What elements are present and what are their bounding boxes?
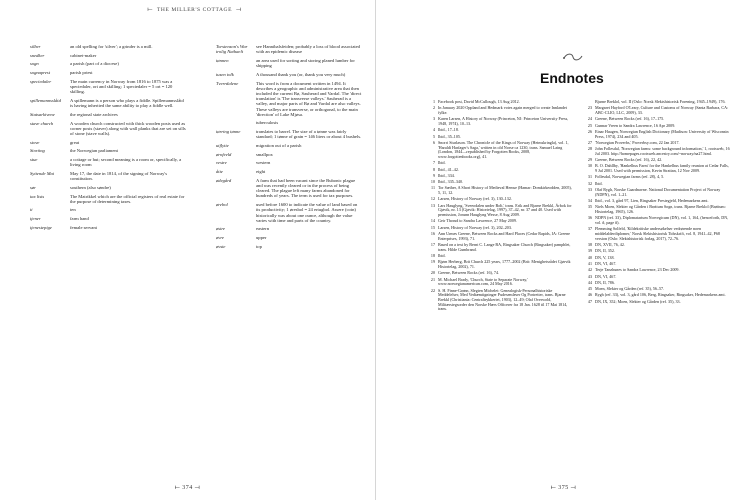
endnote-number: 46 [587, 292, 592, 298]
endnote [424, 226, 574, 231]
glossary-entry [216, 152, 362, 157]
glossary-definition: eight [256, 169, 266, 175]
folio-ornament-icon: ⟝ [174, 485, 181, 491]
endnote-text: Bjørn Herberg, Brit Church 225 years, 1777–2002 (Brit: Menighetsrådet Gjørvik Historielag, 2002), 71. [438, 259, 571, 270]
endnote-number: 21 [430, 276, 435, 282]
endnote [424, 180, 574, 185]
endnote [581, 100, 731, 105]
endnote-number: 24 [587, 116, 592, 122]
endnote-number: 18 [430, 253, 435, 259]
endnote-number: 45 [587, 286, 592, 292]
endnote [424, 106, 574, 115]
endnote-number: 19 [430, 259, 435, 265]
endnotes-column-1 [424, 100, 574, 314]
endnote-number: 34 [587, 198, 592, 204]
endnote-number: 39 [587, 248, 592, 254]
endnote-text: 'Norwegian Proverbs,' Proverbsy.com, 22 Jan 2017. [595, 139, 680, 145]
glossary-entry [30, 44, 188, 49]
glossary-term: ørnfeeld [216, 151, 232, 157]
endnote [581, 199, 731, 204]
endnote-text: Follesdal, Norwegian farms (ref. 28), 4, 5. [595, 174, 665, 180]
glossary-term: speciedaler [30, 78, 52, 84]
glossary-definition: used before 1600 to indicate the value of land based on its productivity; 1 øresbol = 24 ertugbol. Assere (coin) historically was about one ounce, although the value varies with time and parts of the country. [256, 202, 358, 223]
endnote [581, 124, 731, 129]
endnote [424, 197, 574, 202]
glossary-definition: see Hannibalsfeiden; probably a loss of blood associated with an epidemic disease [256, 44, 360, 55]
glossary-definition: cabinet-maker [70, 52, 97, 58]
endnote [581, 130, 731, 139]
endnote [581, 256, 731, 261]
endnote [424, 271, 574, 276]
glossary-term: tjener [30, 216, 41, 222]
endnote [581, 275, 731, 280]
endnote-number: 47 [587, 298, 592, 304]
endnote-number: 43 [587, 273, 592, 279]
glossary-term: Tverrdalene [216, 80, 239, 86]
glossary-definition: a cottage or hut; second meaning is a room or, specifically, a living room [70, 157, 182, 168]
glossary-entry [216, 169, 362, 174]
glossary-term: Torstenson's War trolig Nathaelt [216, 44, 248, 55]
endnote-text: Greene, Between Rocks (ref. 16), 74. [438, 270, 500, 276]
endnote-text: B. O. Dahllby, 'Hankelhus Farm' for the Hankelhus family reunion at Cedar Falls, 9 Jul 2001. Used with permission, Kevin Strattan, 12 Nov 2009. [595, 163, 729, 174]
endnote-number: 28 [587, 146, 592, 152]
folio-ornament-icon: ⟝ [550, 485, 557, 491]
endnote-text: Larsen, History of Norway (ref. 3), 130–132. [438, 196, 512, 202]
endnote-text: Based on a text by Bernt C. Lange BA, Ringsaker Church (Ringsaker) pamphlet, trans. Hilde Gumbrand. [438, 242, 571, 252]
running-head-ornament-right-icon: ⟞ [236, 7, 242, 13]
glossary-definition: the Norwegian parliament [70, 148, 118, 154]
glossary-entry [30, 171, 188, 181]
endnote [424, 204, 574, 218]
endnote-number: 1 [432, 99, 435, 104]
glossary-definition: translates to barrel. The size of a tønne was fairly standard; 1 tønne of grain = 146 liters or about 4 bushels. [256, 129, 362, 140]
glossary-definition: May 17, the date in 1814, of the signing of Norway's constitution. [70, 170, 168, 182]
endnote-text: NDPN (ref. 33), Diplomatarium Norvegicum (DN), vol. 1, 164, (henceforth, DN, vol. #, page #). [595, 215, 729, 226]
glossary-column-2 [216, 44, 362, 253]
endnote [581, 158, 731, 163]
endnote-text: Facebook post, David McCullough, 13 Aug 2012. [438, 99, 520, 104]
endnote-number: 23 [587, 105, 592, 111]
glossary-definition: A spillemann is a person who plays a fiddle. Spillemannsslåtd is having inherited the same ability to play a fiddle well. [70, 97, 184, 109]
glossary-definition: migration out of a parish [256, 143, 302, 149]
endnote-text: John Follesdal, 'Norwegian farms: some background information,' 1, rootsweb, 16 Jul 2003. http://homepages.rootsweb.ancestry.com/~norway/na27.html. [595, 146, 730, 156]
flourish-ornament-icon [562, 52, 584, 62]
endnote-text: In January 2020 Oppland and Hedmark votes again merged to create Innlandet fylke. [438, 105, 567, 115]
endnote-text: Geir Thorud to Sandra Lawrence, 27 May 2009. [438, 218, 517, 224]
glossary-entry [216, 120, 362, 125]
glossary-entry [30, 70, 188, 75]
glossary-term: tørring tønne [216, 129, 241, 135]
running-head-ornament-left-icon: ⟝ [147, 7, 153, 13]
endnote-number: 16 [430, 231, 435, 237]
endnote-number: 33 [587, 187, 592, 193]
glossary-definition: The main currency in Norway from 1816 to 1875 was a speciedaler, ort and skilling; 1 speciedaler = 5 ort = 120 skilling. [70, 78, 173, 95]
glossary-term: tjenestepige [30, 224, 52, 230]
endnote-number: 29 [587, 157, 592, 163]
folio-left [0, 485, 375, 492]
glossary-term: silber [30, 44, 41, 49]
endnote [424, 260, 574, 269]
endnote-number: 41 [587, 260, 592, 266]
endnote-text: Tor Sæther, A Short History of Medieval Hemse (Hamar: Domkirkeodden, 2005), 5, 11, 12. [438, 185, 572, 196]
endnote-number: 9 [432, 172, 435, 178]
endnote-text: Ibid. [438, 160, 446, 166]
glossary-term: vestre [216, 160, 227, 166]
glossary-entry [30, 79, 188, 95]
endnote-number: 12 [430, 196, 435, 202]
folio-ornament-icon: ⟞ [194, 485, 201, 491]
endnote-text: Terje Tanzhunes to Sandra Lawrence, 23 Dec 2009. [595, 267, 680, 273]
endnote-text: DN, XVII, 76, 42. [595, 242, 625, 248]
glossary-entry [216, 58, 362, 68]
endnote [581, 175, 731, 180]
glossary-entry [216, 129, 362, 139]
endnote-number: 5 [432, 133, 435, 139]
endnotes-title: Endnotes [540, 70, 604, 86]
endnote-number: 7 [432, 160, 435, 166]
glossary-entry [30, 225, 188, 230]
endnote-text: Margaret Hayford O'Leary, Culture and Customs of Norway (Santa Barbara, CA: ABC-CLIO, LLC, 2009), 33. [595, 105, 729, 115]
glossary-definition: A wooden church constructed with thick wooden posts used as corner posts (staver) along with wall planks that are set on sills of stone (stave walls). [70, 120, 186, 136]
endnote-number: 36 [587, 215, 592, 221]
endnote [581, 147, 731, 156]
endnote [581, 287, 731, 292]
endnote-number: 11 [431, 185, 435, 191]
endnote-text: Karen Larsen, A History of Norway (Princeton, NJ: Princeton University Press, 1948, 1974), 10–13. [438, 116, 569, 126]
glossary-term: åtte [216, 169, 223, 175]
glossary-definition: The Matrikkel which are the official registers of real estate for the purpose of determining taxes. [70, 193, 185, 204]
endnote [581, 188, 731, 197]
endnote-number: 27 [587, 139, 592, 145]
glossary-term: tusen tolk [216, 71, 234, 77]
glossary-entry [216, 178, 362, 199]
glossary-term: ti [30, 207, 33, 213]
glossary-entry [30, 112, 188, 117]
endnote [424, 232, 574, 241]
glossary-definition: southern (also søndre) [70, 184, 111, 190]
glossary-term: tønnen [216, 57, 229, 63]
glossary-term: sognaprest [30, 70, 50, 76]
endnote-number: 42 [587, 267, 592, 273]
endnote-text: Ibid., vol. 3, gård 97, Lien, Ringsaker Prestegjeld, Hedemarkens amt. [595, 198, 709, 204]
endnote-number: 32 [587, 180, 592, 186]
endnote-text: Rygh (ref. 33), vol. 3, gård 106, Berg, Ringsaker, Ringsaker, Hedemarkens amt. [595, 292, 726, 298]
glossary-entry [30, 53, 188, 58]
glossary-entry [216, 160, 362, 165]
endnote [424, 219, 574, 224]
glossary-term: tax lists [30, 193, 45, 199]
endnote-number: 3 [432, 116, 435, 122]
endnote-number: 25 [587, 122, 592, 128]
endnote-text: Larsen, History of Norway (ref. 3), 202–203. [438, 224, 512, 230]
endnote-text: S. H. Finne-Grønn, Slegten Michelet: Genealogisk-Personalhistoriske Meddelelser, Med Vedtæmtigninger Pudesemleser Og Portretter, trans. Bjarne Brekkl (Christiania: Centraltrykkeriet, 1903), 12–49; Olaf Overwold, Militærstegsorder den Norske Hærs Officerer fra 18 Jan. 1628 til 17 Mai 1814, trans. [438, 287, 568, 312]
glossary-column-1 [30, 44, 188, 234]
endnote [581, 227, 731, 241]
endnote-number: 17 [430, 242, 435, 248]
endnote-text: DN, II, 352. [595, 248, 615, 254]
endnote-text: Ibid., 41–42. [438, 166, 459, 172]
endnotes-column-2 [581, 100, 731, 306]
glossary-definition: an area used for sorting and storing planed lumber for shipping [256, 57, 355, 69]
endnote [581, 243, 731, 248]
endnote [581, 106, 731, 115]
glossary-definition: This word is from a document written in 1494. It describes a geographic and administrative area that then included the current Bø, Sauherad and Vardal. The 'direct translation' is 'The transverse valleys.' Sauherad is a valley, and major parts of Bø and Vardal are also valleys. These valleys are transverse, or orthogonal, to the main 'direction' of Lake Mjøsa. [256, 80, 362, 117]
endnote-number: 20 [430, 270, 435, 276]
glossary-term: Syttende Mai [30, 170, 55, 176]
glossary-term: Storting [30, 148, 45, 154]
glossary-definition: great [70, 139, 80, 145]
endnote-number: 14 [430, 218, 435, 224]
endnote-text: Ibid. [595, 180, 603, 186]
endnote [581, 164, 731, 173]
endnote-number: 31 [587, 174, 592, 180]
glossary-entry [216, 202, 362, 223]
glossary-definition: a parish (part of a diocese) [70, 61, 119, 67]
glossary-term: Statsarkivene [30, 111, 55, 117]
endnote [424, 186, 574, 195]
endnote-text: Ibid., 17–18. [438, 127, 459, 133]
endnote [424, 278, 574, 287]
running-head [30, 7, 359, 14]
glossary-entry [30, 98, 188, 108]
endnote-number: 38 [587, 242, 592, 248]
endnote [424, 174, 574, 179]
glossary-entry [30, 61, 188, 66]
endnote-number: 15 [430, 224, 435, 230]
endnote-text: Gunnar Vreen to Sandra Lawrence, 16 Apr 2009. [595, 122, 676, 128]
endnote-number: 13 [430, 202, 435, 208]
glossary-definition: ten [70, 207, 76, 213]
endnote-number: 37 [587, 226, 592, 232]
endnote [581, 300, 731, 305]
endnote-text: DN, V, 138. [595, 254, 615, 260]
endnote [581, 216, 731, 225]
endnote-number: 35 [587, 204, 592, 210]
endnote [581, 262, 731, 267]
endnote [581, 182, 731, 187]
endnote-text: DN, II, 786. [595, 279, 615, 285]
endnote-text: DN, VI, 467. [595, 260, 617, 266]
glossary-entry [216, 235, 362, 240]
endnote-text: M. Michael Brady, 'Church, State to Separate Norway,' www.norwegianamerican.com, 24 May 2016. [438, 276, 528, 287]
glossary-definition: an old spelling for 'silver'; a grinder is a mill. [70, 44, 153, 49]
glossary-entry [30, 207, 188, 212]
endnote-number: 30 [587, 163, 592, 169]
glossary-entry [30, 185, 188, 190]
endnote-number: 22 [430, 287, 435, 293]
glossary-term: ørebol [216, 202, 228, 208]
glossary-entry [30, 157, 188, 167]
left-page [0, 0, 375, 500]
endnote-number: 6 [432, 139, 435, 145]
glossary-entry [216, 244, 362, 249]
glossary-entry [216, 81, 362, 117]
endnote [424, 161, 574, 166]
endnote [424, 243, 574, 252]
endnote [424, 254, 574, 259]
endnote-number: 26 [587, 128, 592, 134]
endnote-text: Niels Moen, Slekter og Gården i Brøttum Sogn, trans. Bjarne Breklol (Brøttum: Historielag, 1965), 126. [595, 204, 726, 215]
folio-right-number: 375 [558, 485, 569, 491]
glossary-term: øvste [216, 243, 226, 249]
endnote-text: Moen, Slekter og Gården (ref. 35), 56–57. [595, 286, 665, 292]
endnote-number: 40 [587, 254, 592, 260]
endnote [581, 268, 731, 273]
glossary-entry [30, 121, 188, 137]
glossary-entry [216, 44, 362, 54]
glossary-term: ødegård [216, 177, 232, 183]
endnote-number: 8 [432, 166, 435, 172]
glossary-definition: top [256, 243, 262, 249]
endnote-number: 44 [587, 279, 592, 285]
endnote [581, 293, 731, 298]
endnote-text: Greene, Between Rocks (ref. 16), 17–175. [595, 116, 665, 122]
endnote-text: Ibid., 335–340. [438, 179, 464, 185]
glossary-entry [30, 194, 188, 204]
endnote [581, 117, 731, 122]
endnote [581, 205, 731, 214]
endnote [424, 168, 574, 173]
glossary-definition: A farm that had been vacant since the Bubonic plague and was recently cleared or in the process of being cleared. The plague left many farms abandoned for hundreds of years. The term is used for tax purposes. [256, 177, 356, 199]
folio-left-number: 374 [182, 485, 193, 491]
endnote-number: 2 [432, 105, 435, 111]
glossary-definition: tuberculosis [256, 120, 279, 126]
glossary-term: østre [216, 226, 226, 232]
endnote-text: Ann Urmes Greene, Between Rocks and Hard Places (Cedar Rapids, IA: Greene Enterprises, 1993), 71. [438, 231, 570, 241]
folio-right [376, 485, 751, 492]
glossary-term: stue [30, 157, 38, 163]
folio-ornament-icon: ⟞ [570, 485, 577, 491]
glossary-definition: western [256, 160, 271, 166]
endnote-text: Bjarne Breklol, vol. II (Oslo: Norsk Slektshistorisk Forening, 1945–1949), 176. [595, 99, 726, 104]
endnote [581, 249, 731, 254]
endnote-text: Ibid. [438, 253, 446, 259]
endnote [424, 128, 574, 133]
running-head-text: THE MILLER'S COTTAGE [156, 7, 233, 13]
glossary-definition: eastern [256, 226, 270, 232]
glossary-term: utflytte [216, 143, 229, 149]
endnote [581, 281, 731, 286]
endnote-text: Greene, Between Rocks (ref. 16), 22, 42. [595, 157, 663, 163]
glossary-term: sør [30, 184, 36, 190]
endnote-number: 10 [430, 179, 435, 185]
endnote [424, 141, 574, 160]
glossary-definition: the regional state archives [70, 111, 118, 117]
glossary-term: stave church [30, 120, 54, 126]
endnote [581, 141, 731, 146]
endnote-text: Olaf Rygh, Norske Gaardnavne. National Documentation Project of Norway (NDPN), vol. 1–21. [595, 187, 721, 197]
glossary-term: snedker [30, 52, 45, 58]
glossary-definition: A thousand thank you (or, thank you very much) [256, 71, 346, 77]
glossary-entry [216, 143, 362, 148]
endnote [424, 289, 574, 313]
glossary-definition: farm hand [70, 216, 89, 222]
glossary-term: sogn [30, 61, 39, 67]
glossary-entry [216, 72, 362, 77]
endnote-text: Lars Hauglyng, 'Sveeodalen under Bolt,' trans. Erik and Bjarne Brekkl, Årbok for Gjøvik, nr. 13 (Gjøvik: Historielag, 1997), 37–42, nr. 37 and 40. Used with permission, Jorunn Hauglyng Wesse, 8 Aug 2009. [438, 202, 572, 218]
endnote-text: Snorri Sturlason. The Chronicle of the Kings of Norway (Heimskringla), vol. 1, 'Haraldi Harfager's Saga,' written in old Norse ca 1230, trans. Samuel Laing (London, 1844—republished by Forgotten Books, 2008, www.forgottenbooks.org), 41. [438, 139, 569, 159]
glossary-term: stove [30, 139, 40, 145]
endnote-number: 4 [432, 127, 435, 133]
endnote [424, 117, 574, 126]
glossary-term: øvre [216, 235, 224, 241]
endnote [424, 100, 574, 105]
glossary-entry [30, 216, 188, 221]
endnote-text: Ibid., 35–105. [438, 133, 461, 139]
endnote-text: DN, VI, 467. [595, 273, 617, 279]
endnote-text: DN, IX, 352; Moen, Slekter og Gården (ref. 35), 33. [595, 298, 681, 304]
glossary-definition: upper [256, 235, 267, 241]
glossary-definition: parish priest [70, 70, 93, 76]
endnote [424, 135, 574, 140]
right-page [376, 0, 751, 500]
glossary-entry [216, 226, 362, 231]
glossary-entry [30, 148, 188, 153]
glossary-term: spillemannsslåtd [30, 97, 61, 103]
endnote-text: Ibid., 334. [438, 172, 455, 178]
glossary-definition: smallpox [256, 151, 273, 157]
endnote-text: Flemming Solfeld, 'Kildekritiske undersøkelser vedrørende noen middelalderdiplomer,' Norsk Slektshistorisk Tidsskrift, vol. 8, 1941–42, P68 version (Oslo: Slektshistorisk forlag, 2017), 72–76. [595, 226, 720, 241]
glossary-definition: female servant [70, 224, 97, 230]
glossary-entry [30, 140, 188, 145]
endnote-text: Einar Haugen, Norwegian English Dictionary (Madison: University of Wisconsin Press, 1974), 234 and 405. [595, 128, 729, 139]
